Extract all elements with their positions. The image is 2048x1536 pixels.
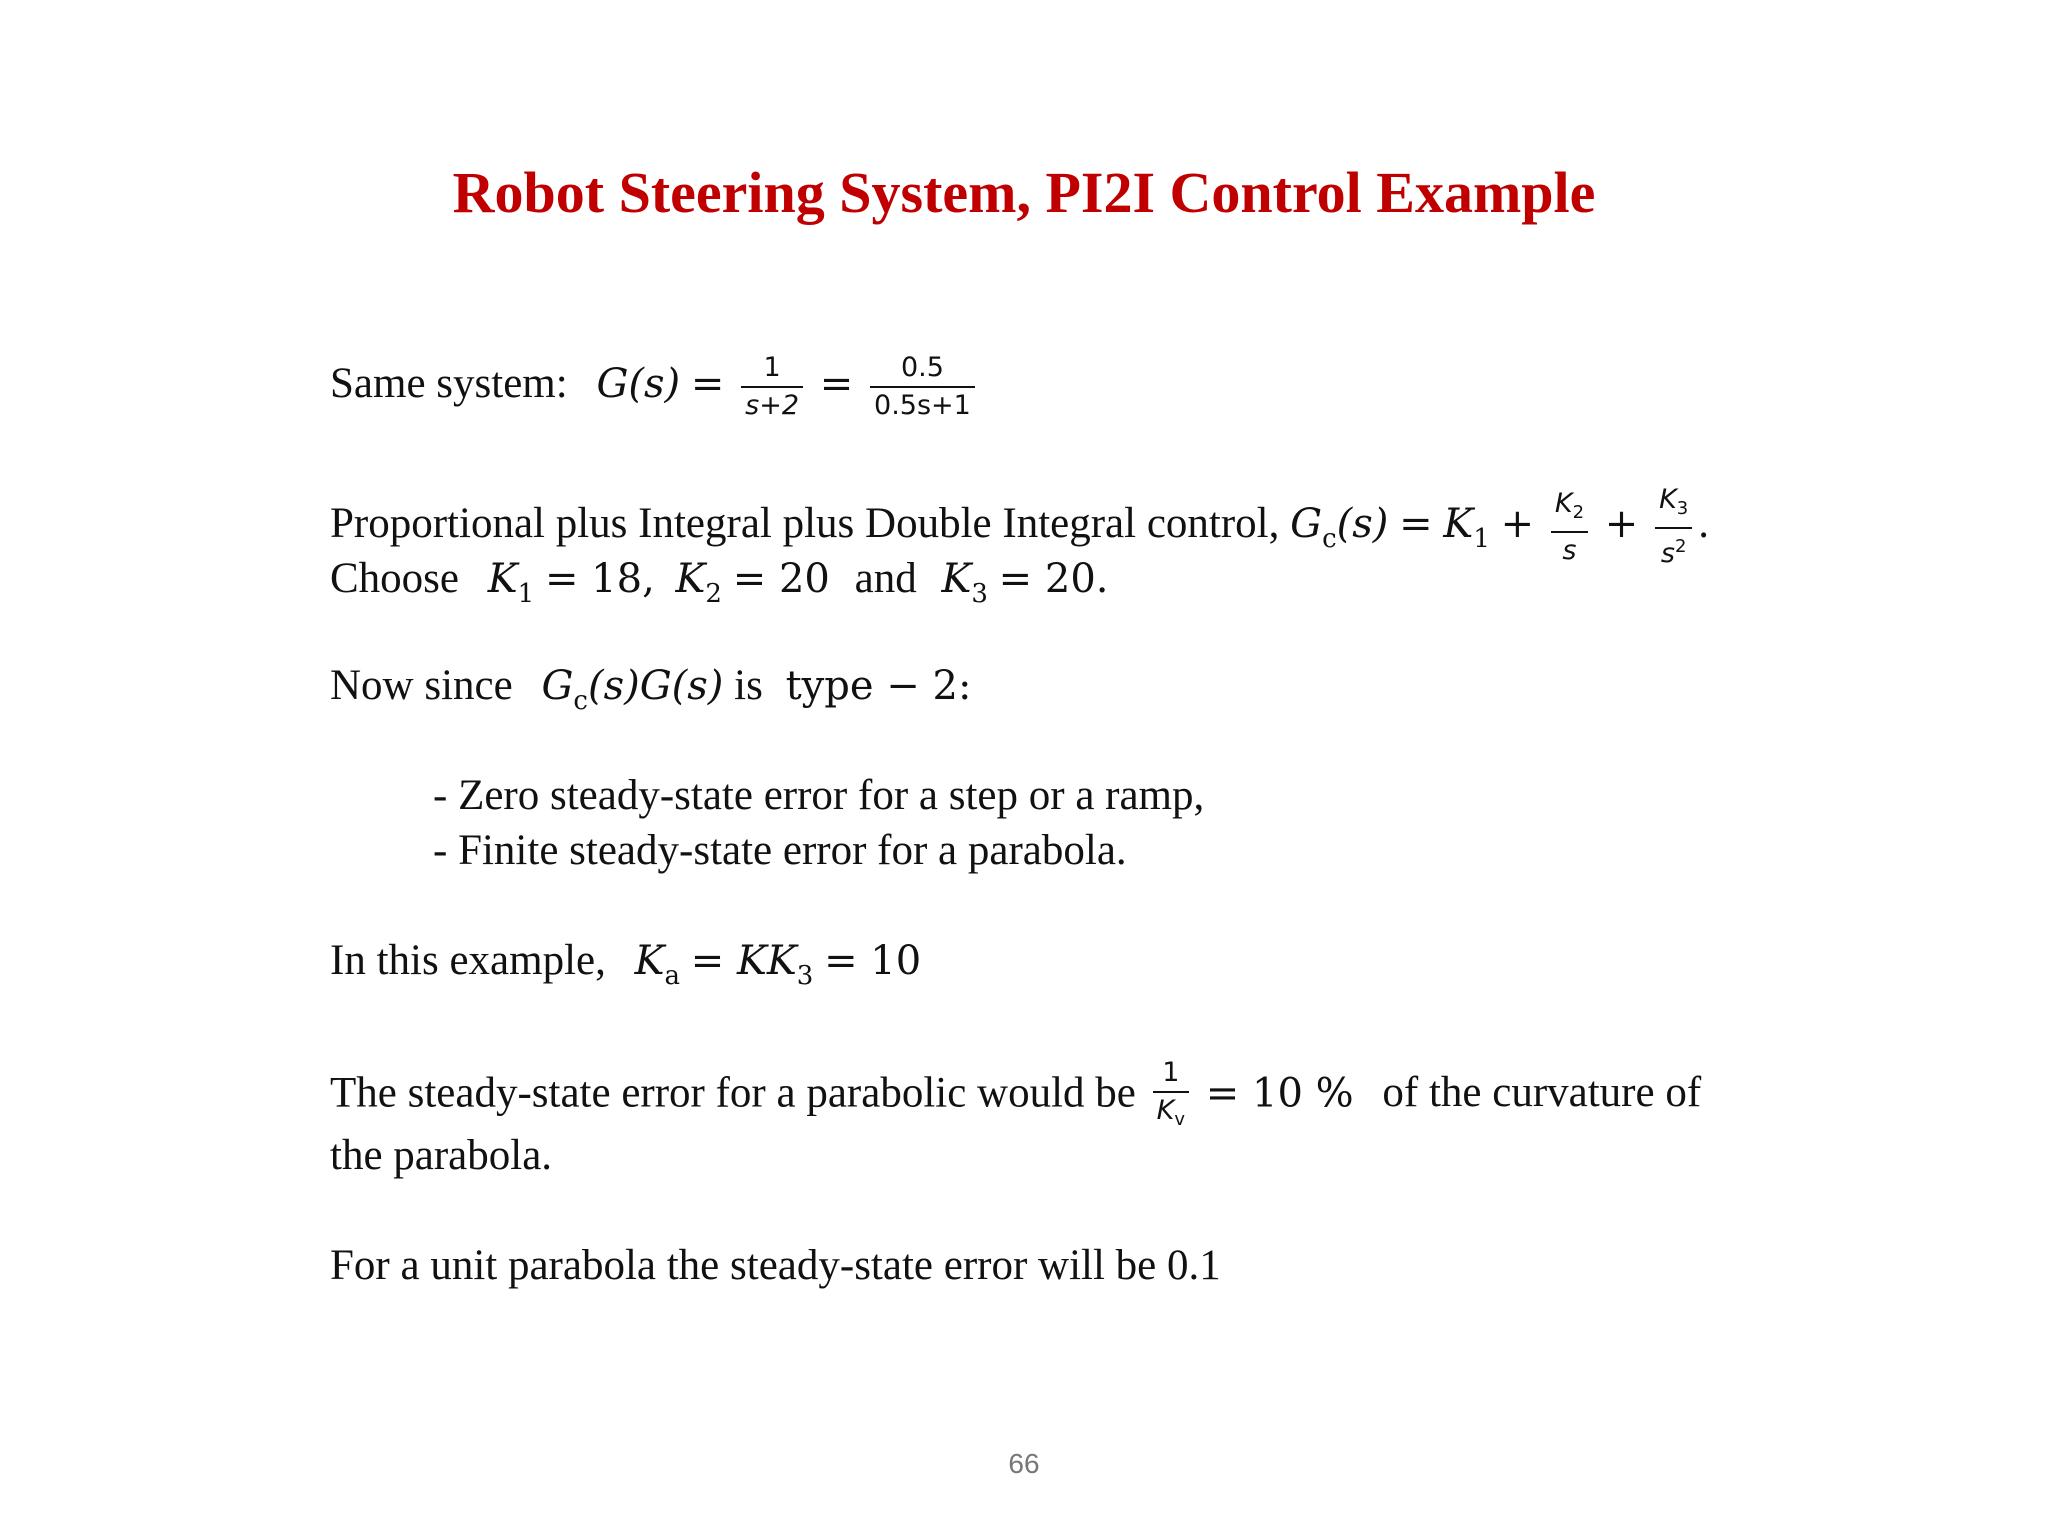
kk3-expression: = $KK_3$ [690, 938, 814, 991]
fraction-numerator: $K_3$ [1655, 482, 1692, 529]
k3-symbol: $K_3$ [941, 556, 988, 609]
curvature-text: of the curvature of [1382, 1069, 1702, 1117]
fraction-denominator: 0.5s+1 [874, 390, 971, 421]
equals-sign: = [1399, 500, 1433, 547]
bullet-item: - Zero steady-state error for a step or a ramp, [433, 772, 1205, 819]
choose-label: Choose [330, 555, 459, 602]
gc-g-product: $G_c(s)G(s)$ [541, 663, 724, 716]
fraction-k2-over-s [1551, 486, 1588, 569]
g-of-s: G(s) [596, 360, 681, 407]
gc-symbol: $G_c(s)$ [1290, 500, 1389, 554]
now-since-label: Now since [330, 662, 513, 709]
steady-state-error-text: The steady-state error for a parabolic would be [330, 1069, 1136, 1117]
page-number: 66 [1008, 1448, 1040, 1479]
k1-symbol: $K_1$ [487, 556, 535, 609]
fraction-numerator: 1 [741, 350, 803, 388]
period: . [1698, 499, 1709, 547]
system-type-line [330, 660, 971, 727]
k3-value: = 20. [998, 556, 1109, 602]
gain-choice-line [330, 553, 1108, 620]
ka-symbol: $K_a$ [634, 938, 681, 991]
parabola-continuation: the parabola. [330, 1132, 553, 1179]
fraction-half-form [870, 350, 975, 424]
steady-state-error-line [330, 1055, 1701, 1138]
plus-sign: + [1500, 500, 1535, 547]
fraction-denominator: $K_v$ [1156, 1095, 1186, 1130]
slide-title: Robot Steering System, PI2I Control Example [452, 160, 1596, 225]
system-equation-line [330, 350, 981, 424]
k1-value: = 18, [544, 556, 655, 602]
is-word: is [734, 662, 763, 709]
ka-line [330, 935, 921, 1002]
fraction-denominator: $s^2$ [1660, 536, 1687, 569]
fraction-numerator: 0.5 [870, 350, 975, 388]
same-system-label: Same system: [330, 359, 568, 407]
fraction-denominator: s+2 [745, 390, 800, 421]
percent-value: = 10 % [1205, 1070, 1354, 1117]
fraction-numerator: 1 [1153, 1055, 1189, 1093]
fraction-numerator: $K_2$ [1551, 486, 1588, 533]
fraction-1-over-kv [1153, 1055, 1189, 1138]
fraction-denominator: s [1562, 534, 1577, 566]
equals-sign: = [690, 360, 725, 407]
ka-value: = 10 [824, 938, 922, 984]
type-2-label: type − 2: [785, 663, 972, 709]
controller-description: Proportional plus Integral plus Double Integral control, [330, 499, 1280, 547]
and-word: and [854, 555, 917, 602]
in-this-example-label: In this example, [330, 937, 606, 984]
unit-parabola-line: For a unit parabola the steady-state error will be 0.1 [330, 1242, 1221, 1289]
k1-symbol: $K_1$ [1443, 500, 1490, 554]
fraction-k3-over-s-squared [1655, 482, 1692, 572]
bullet-item: - Finite steady-state error for a parabola. [433, 827, 1127, 874]
fraction-1-over-s-plus-2 [741, 350, 803, 424]
plus-sign: + [1604, 500, 1639, 547]
k2-value: = 20 [732, 556, 830, 602]
equals-sign: = [819, 360, 854, 407]
k2-symbol: $K_2$ [675, 556, 722, 609]
